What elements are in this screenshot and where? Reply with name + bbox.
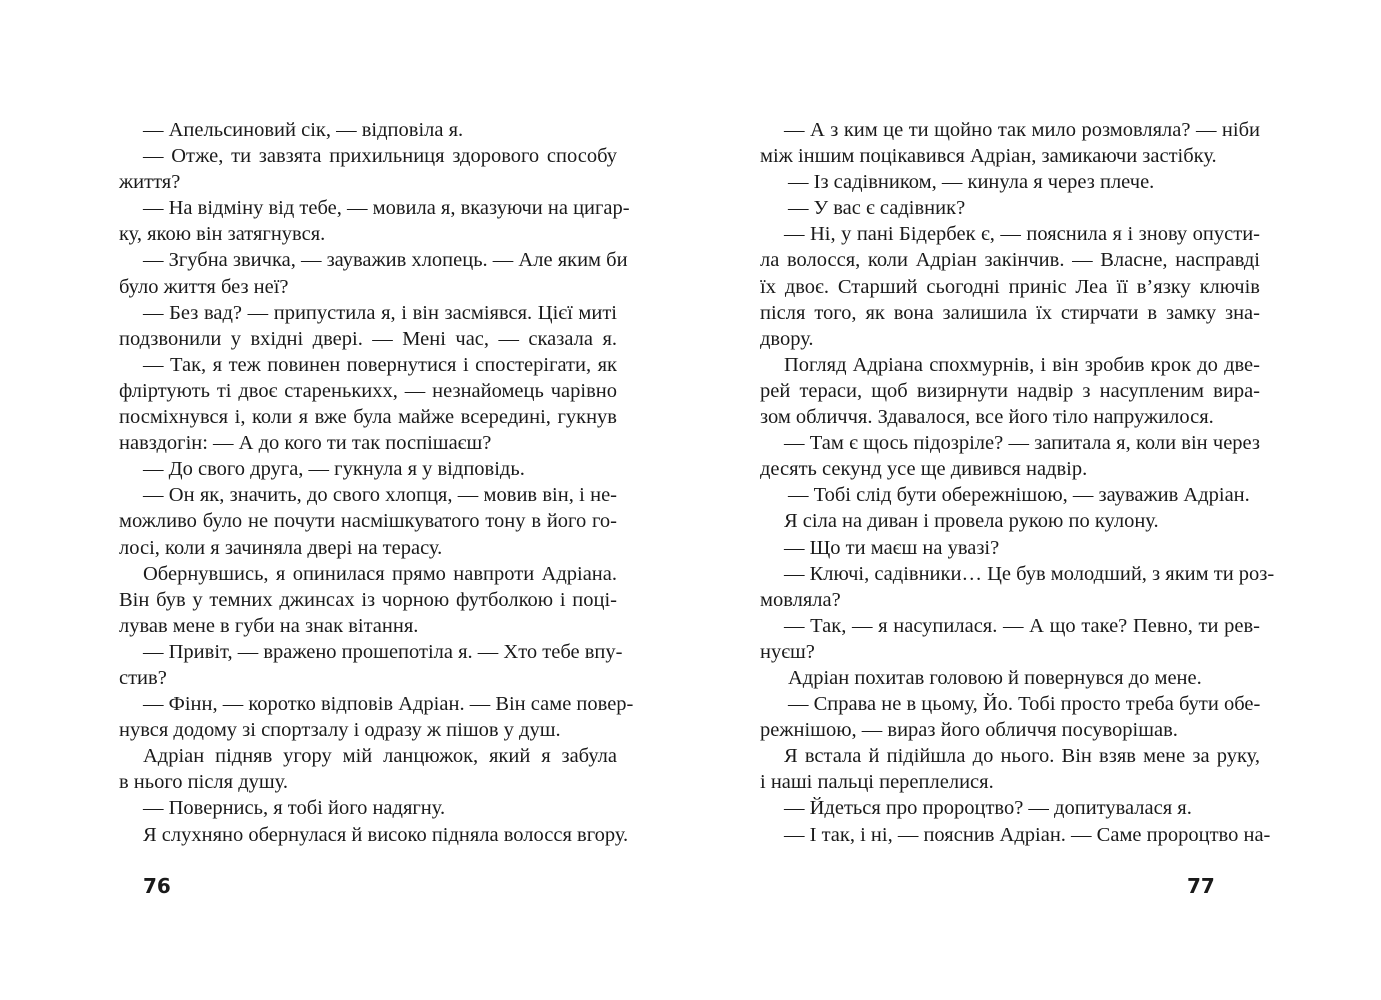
text-line: зом обличчя. Здавалося, все його тіло напружилося. — [760, 406, 1214, 429]
text-line: — У вас є садівник? — [788, 197, 966, 220]
text-line: — Йдеться про пророцтво? — допитувалася я. — [784, 797, 1192, 820]
page-number: 77 — [1187, 874, 1215, 898]
text-line: ку, якою він затягнувся. — [119, 223, 326, 246]
text-line: Я встала й підійшла до нього. Він взяв мене за руку, — [784, 745, 1260, 768]
text-line: — А з ким це ти щойно так мило розмовляла? — ніби — [784, 119, 1260, 141]
right-page-text — [760, 117, 1275, 848]
text-line: їх двоє. Старший сьогодні приніс Леа її в’язку ключів — [760, 275, 1260, 298]
text-line: — Ні, у пані Бідербек є, — пояснила я і знову опусти- — [784, 223, 1260, 246]
text-line: — Без вад? — припустила я, і він засміявся. Цієї миті — [143, 301, 617, 324]
text-line: можливо було не почути насмішкуватого тону в його го- — [119, 510, 617, 533]
text-line: — Апельсиновий сік, — відповіла я. — [143, 119, 464, 141]
text-line: ла волосся, коли Адріан закінчив. — Власне, насправді — [760, 249, 1260, 272]
text-line: — Привіт, — вражено прошепотіла я. — Хто тебе впу- — [143, 640, 623, 663]
right-page — [690, 0, 1381, 1000]
text-line: — Справа не в цьому, Йо. Тобі просто треба бути обе- — [788, 693, 1261, 716]
text-line: Він був у темних джинсах із чорною футболкою і поці- — [119, 588, 617, 611]
text-line: стив? — [119, 666, 167, 689]
text-line: — Он як, значить, до свого хлопця, — мовив він, і не- — [143, 484, 617, 507]
text-line: було життя без неї? — [119, 275, 289, 298]
text-line: мовляла? — [760, 588, 841, 611]
text-line: Адріан похитав головою й повернувся до мене. — [788, 666, 1202, 689]
text-line: — Тобі слід бути обережнішою, — зауважив Адріан. — [788, 484, 1250, 507]
text-line: лував мене в губи на знак вітання. — [119, 614, 419, 637]
text-line: посміхнувся і, коли я вже була майже всередині, гукнув — [119, 406, 617, 429]
text-line: Обернувшись, я опинилася прямо навпроти Адріана. — [143, 562, 617, 585]
text-line: — Ключі, садівники… Це був молодший, з яким ти роз- — [784, 562, 1275, 585]
text-line: після того, як вона залишила їх стирчати в замку зна- — [760, 301, 1260, 324]
text-line: і наші пальці переплелися. — [760, 771, 994, 794]
text-line: — Отже, ти завзята прихильниця здорового способу — [143, 145, 617, 168]
text-line: — Так, — я насупилася. — А що таке? Певно, ти рев- — [784, 614, 1260, 637]
text-line: рей тераси, щоб визирнути надвір з насупленим вира- — [760, 379, 1260, 402]
text-line: нувся додому зі спортзалу і одразу ж пішов у душ. — [119, 719, 561, 742]
page-number: 76 — [143, 874, 171, 898]
text-line: режнішою, — вираз його обличчя посуворішав. — [760, 719, 1178, 742]
text-line: Я слухняно обернулася й високо підняла волосся вгору. — [143, 823, 629, 846]
text-line: — Що ти маєш на увазі? — [784, 536, 1000, 559]
text-line: — Там є щось підозріле? — запитала я, коли він через — [784, 432, 1260, 455]
text-line: Адріан підняв угору мій ланцюжок, який я забула — [143, 745, 617, 768]
text-line: фліртують ті двоє старенькихх, — незнайомець чарівно — [119, 379, 617, 402]
text-line: навздогін: — А до кого ти так поспішаєш? — [119, 432, 492, 455]
text-line: — Із садівником, — кинула я через плече. — [788, 171, 1155, 194]
text-line: життя? — [119, 171, 181, 194]
left-page — [0, 0, 690, 1000]
text-line: між іншим поцікавився Адріан, замикаючи застібку. — [760, 145, 1217, 168]
left-page-text — [119, 117, 634, 848]
text-line: — Фінн, — коротко відповів Адріан. — Він саме повер- — [143, 693, 634, 716]
text-line: десять секунд усе ще дивився надвір. — [760, 458, 1088, 481]
text-line: — На відміну від тебе, — мовила я, вказуючи на цигар- — [143, 197, 630, 220]
text-line: двору. — [760, 327, 814, 350]
text-line: лосі, коли я зачиняла двері на терасу. — [119, 536, 443, 559]
text-line: — Повернись, я тобі його надягну. — [143, 797, 446, 820]
text-line: нуєш? — [760, 640, 815, 663]
text-line: — До свого друга, — гукнула я у відповідь. — [143, 458, 525, 481]
text-line: — Так, я теж повинен повернутися і спостерігати, як — [143, 353, 617, 376]
text-line: подзвонили у вхідні двері. — Мені час, — сказала я. — [119, 327, 617, 350]
text-line: Я сіла на диван і провела рукою по кулону. — [784, 510, 1159, 533]
text-line: Погляд Адріана спохмурнів, і він зробив крок до две- — [784, 353, 1260, 376]
text-line: в нього після душу. — [119, 771, 288, 794]
text-line: — Згубна звичка, — зауважив хлопець. — Але яким би — [143, 249, 628, 272]
text-line: — І так, і ні, — пояснив Адріан. — Саме пророцтво на- — [784, 823, 1271, 846]
